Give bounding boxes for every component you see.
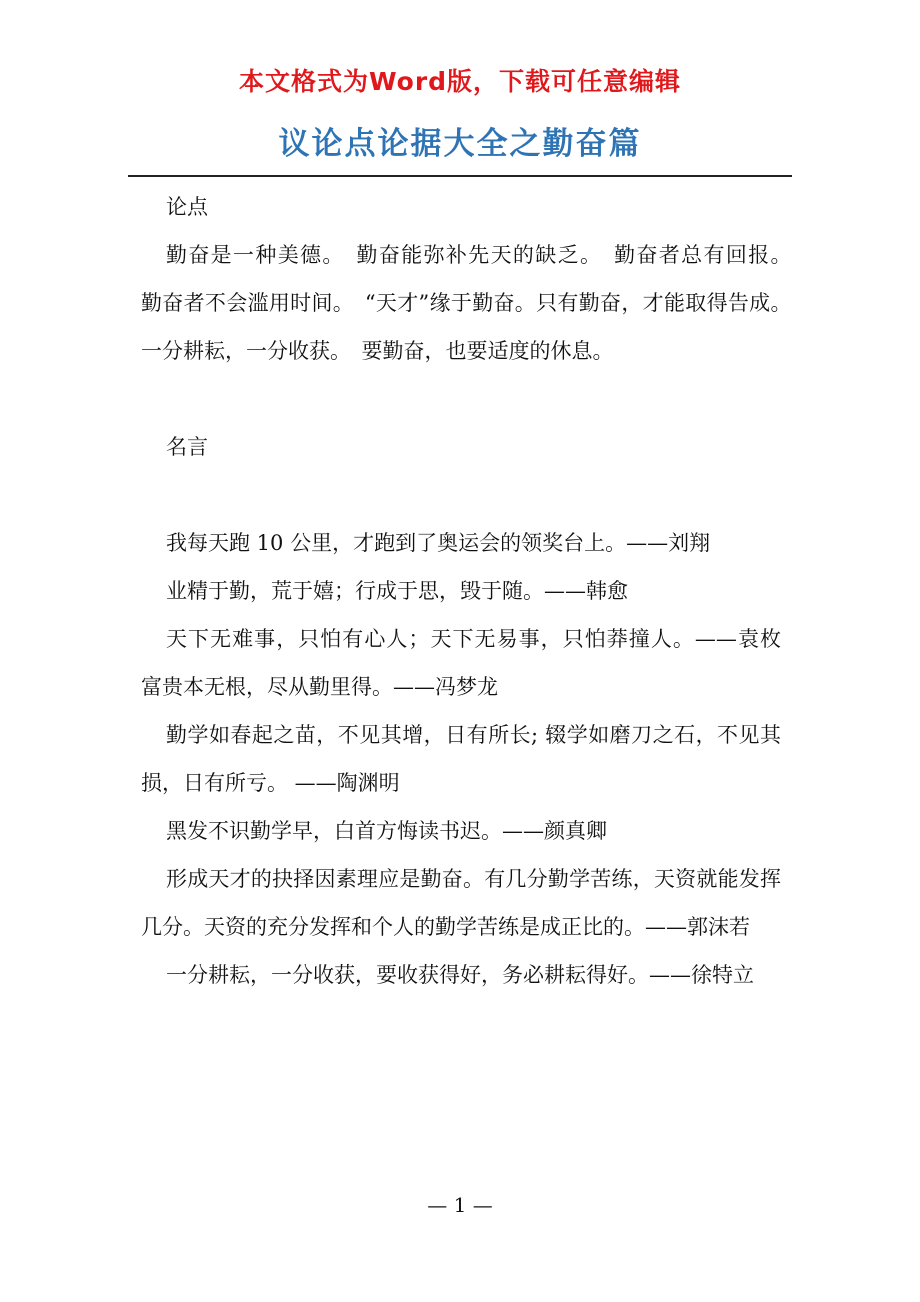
quote-paragraph: 天下无难事，只怕有心人；天下无易事，只怕莽撞人。——袁枚 富贵本无根，尽从勤里得。——冯梦龙 <box>141 627 802 699</box>
document-body <box>141 183 802 999</box>
document-banner: 本文格式为Word版，下载可任意编辑 <box>238 67 682 96</box>
lundian-paragraph: 勤奋是一种美德。 勤奋能弥补先天的缺乏。 勤奋者总有回报。 勤奋者不会滥用时间。 “天才”缘于勤奋。只有勤奋，才能取得告成。 一分耕耘，一分收获。 要勤奋，也要适度的休息。 <box>141 243 802 363</box>
quote-paragraph: 我每天跑 10 公里，才跑到了奥运会的领奖台上。——刘翔 <box>166 531 711 555</box>
document-title: 议论点论据大全之勤奋篇 <box>278 126 642 162</box>
spacer <box>141 471 781 519</box>
quote-paragraph: 业精于勤，荒于嬉；行成于思，毁于随。——韩愈 <box>166 579 628 603</box>
spacer <box>141 375 781 423</box>
section-heading-mingyan: 名言 <box>166 435 208 459</box>
quote-paragraph: 形成天才的抉择因素理应是勤奋。有几分勤学苦练，天资就能发挥几分。天资的充分发挥和个人的勤学苦练是成正比的。——郭沫若 <box>141 867 781 939</box>
title-divider <box>128 175 792 177</box>
section-heading-lundian: 论点 <box>166 195 208 219</box>
quote-paragraph: 勤学如春起之苗，不见其增，日有所长; 辍学如磨刀之石，不见其损，日有所亏。 ——陶渊明 <box>141 723 781 795</box>
quote-paragraph: 一分耕耘，一分收获，要收获得好，务必耕耘得好。——徐特立 <box>166 963 754 987</box>
quote-paragraph: 黑发不识勤学早，白首方悔读书迟。——颜真卿 <box>166 819 607 843</box>
page-number: — 1 — <box>427 1193 493 1217</box>
